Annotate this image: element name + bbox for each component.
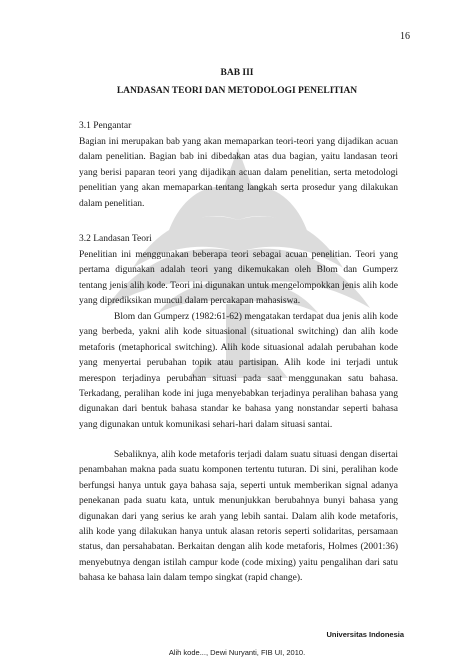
paragraph-text: Sebaliknya, alih kode metaforis terjadi dalam suatu situasi dengan disertai penambahan makna pada suatu komponen tertentu tuturan. Di sini, peralihan kode berfungsi hanya untuk gaya bahasa saja, seperti untuk memberikan signal adanya penekanan pada suatu kata, untuk menunjukkan berubahnya bunyi bahasa yang digunakan dari yang serius ke arah yang lebih santai. Dalam alih kode metaforis, alih kode yang dilakukan hanya untuk alasan retoris seperti solidaritas, persamaan status, dan persahabatan. Berkaitan dengan alih kode metaforis, Holmes (2001:36) menyebutnya dengan istilah campur kode (code mixing) yaitu pengalihan dari satu bahasa ke bahasa lain dalam tempo singkat (rapid change). (79, 450, 398, 584)
chapter-title: LANDASAN TEORI DAN METODOLOGI PENELITIAN (116, 86, 358, 96)
section-heading-pengantar: 3.1 Pengantar (79, 121, 132, 131)
footer-citation: Alih kode..., Dewi Nuryanti, FIB UI, 2010. (168, 648, 306, 657)
chapter-number: BAB III (220, 68, 254, 78)
page-number: 16 (400, 31, 410, 42)
section-heading-landasan-teori: 3.2 Landasan Teori (79, 234, 152, 244)
footer-university: Universitas Indonesia (326, 630, 404, 639)
paragraph-pengantar: Bagian ini merupakan bab yang akan memaparkan teori-teori yang dijadikan acuan dalam penelitian. Bagian bab ini dibedakan atas dua bagian, yaitu landasan teori yang berisi paparan teori yang dijadikan acuan dalam penelitian, serta metodologi penelitian yang akan memaparkan tentang langkah serta prosedur yang dilakukan dalam penelitian. (79, 137, 398, 209)
paragraph-landasan-teori-1: Penelitian ini menggunakan beberapa teori sebagai acuan penelitian. Teori yang pertama digunakan adalah teori yang dikemukakan oleh Blom dan Gumperz tentang jenis alih kode. Teori ini digunakan untuk mengelompokkan jenis alih kode yang diprediksikan muncul dalam percakapan mahasiswa. (79, 250, 398, 307)
paragraph-text: Blom dan Gumperz (1982:61-62) mengatakan terdapat dua jenis alih kode yang berbeda, yakni alih kode situasional (situational switching) dan alih kode metaforis (metaphorical switching). Alih kode situasional adalah perubahan kode yang menyertai perubahan topik atau partisipan. Alih kode ini terjadi untuk merespon terjadinya perubahan situasi pada saat menggunakan satu bahasa. Terkadang, peralihan kode ini juga menyebabkan terjadinya peralihan bahasa yang digunakan dari bentuk bahasa standar ke bahasa yang nonstandar seperti bahasa yang digunakan untuk komunikasi sehari-hari dalam situasi santai. (79, 312, 398, 430)
paragraph-landasan-teori-3 (79, 448, 398, 587)
paragraph-landasan-teori-2 (79, 310, 398, 433)
